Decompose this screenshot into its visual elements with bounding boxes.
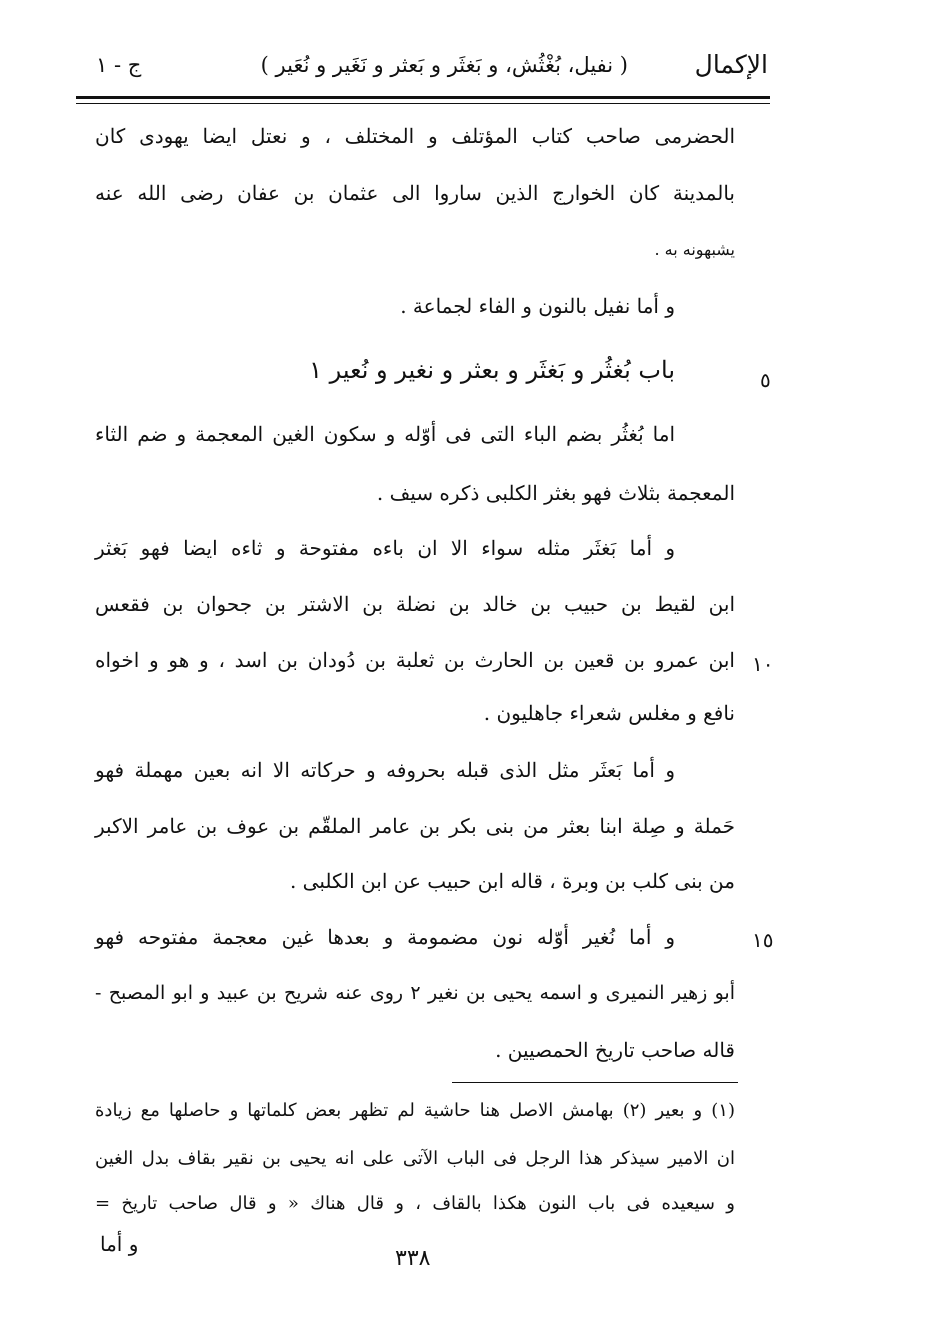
text-line: و أما بَعثَر مثل الذى قبله بحروفه و حركاته الا انه بعين مهملة فهو [95, 758, 675, 782]
line-number: ١٥ [752, 928, 774, 952]
text-line: بالمدينة كان الخوارج الذين ساروا الى عثمان بن عفان رضى الله عنه [95, 181, 735, 205]
text-line: حَملة و صِلة ابنا بعثر من بنى بكر بن عامر الملقّم بن عوف بن عامر الاكبر [95, 814, 735, 838]
text-line: أبو زهير النميرى و اسمه يحيى بن نغير ٢ روى عنه شريح بن عبيد و ابو المصبح - [95, 982, 735, 1004]
header-title: الإكمال [694, 50, 768, 79]
footnote-line: (١) و بعير (٢) بهامش الاصل هنا حاشية لم تظهر بعض كلماتها و حاصلها مع زيادة [95, 1100, 735, 1121]
text-line: ابن عمرو بن قعين بن الحارث بن ثعلبة بن دُودان بن اسد ، و هو و اخواه [95, 648, 735, 672]
text-line: نافع و مغلس شعراء جاهليون . [483, 701, 735, 725]
text-line: من بنى كلب بن وبرة ، قاله ابن حبيب عن ابن الكلبى . [289, 869, 735, 893]
header-rule-thick [76, 96, 770, 99]
line-number: ٥ [760, 368, 771, 392]
header-subtitle: ( نفيل، بُغْثُش، و بَغثَر و بَعثر و نَغَير و نُعَير ) [260, 53, 628, 77]
footnote-line: و سيعيده فى باب النون هكذا بالقاف ، و قال هناك « و قال صاحب تاريخ = [95, 1193, 735, 1214]
footnote-rule [452, 1082, 738, 1083]
text-line: قاله صاحب تاريخ الحمصيين . [495, 1038, 735, 1062]
text-line: المعجمة بثلاث فهو بغثر الكلبى ذكره سيف . [376, 481, 735, 505]
text-line: و أما بَغثَر مثله سواء الا ان باءه مفتوحة و ثاءه ايضا فهو بَغثر [95, 536, 675, 560]
header-volume: ج - ١ [96, 53, 142, 77]
line-number: ١٠ [752, 652, 774, 676]
header-rule-thin [76, 103, 770, 104]
catchword: و أما [100, 1232, 139, 1256]
text-line: الحضرمى صاحب كتاب المؤتلف و المختلف ، و نعتل ايضا يهودى كان [95, 124, 735, 148]
text-line: و أما نفيل بالنون و الفاء لجماعة . [400, 294, 675, 318]
running-header [96, 44, 768, 94]
footnote-line: ان الامير سيذكر هذا الرجل فى الباب الآتى على انه يحيى بن نقير بقاف بدل الغين [95, 1148, 735, 1169]
page-number: ٣٣٨ [395, 1246, 431, 1271]
chapter-heading: باب بُغثُر و بَغثَر و بعثر و نغير و نُعير ١ [309, 356, 675, 384]
text-line: يشبهونه به . [654, 240, 735, 259]
text-line: و أما نُغير أوّله نون مضمومة و بعدها غين معجمة مفتوحه فهو [95, 925, 675, 949]
text-line: اما بُغثُر بضم الباء التى فى أوّله و سكون الغين المعجمة و ضم الثاء [95, 422, 675, 446]
text-line: ابن لقيط بن حبيب بن خالد بن نضلة بن الاشتر بن جحوان بن فقعس [95, 592, 735, 616]
